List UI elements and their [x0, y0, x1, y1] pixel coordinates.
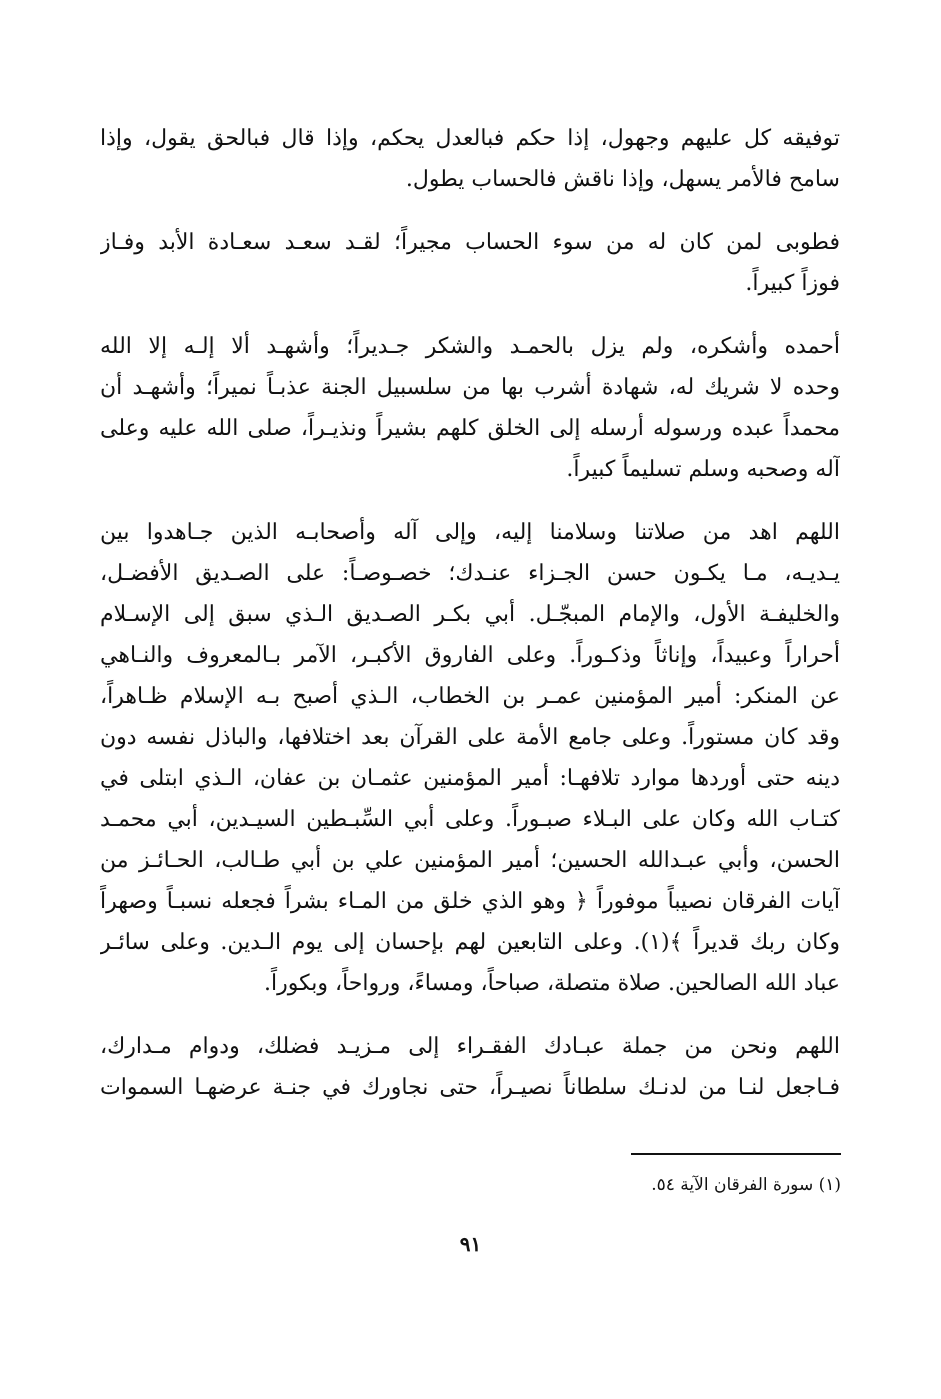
text-line: فطوبى لمن كان له من سوء الحساب مجيراً؛ لقـد سعـد سعـادة الأبد وفـاز — [100, 230, 840, 255]
text-line-quran-verse: وكان ربك قديراً ﴾(١). وعلى التابعين لهم بإحسان إلى يوم الـدين. وعلى سائـر — [100, 930, 840, 955]
text-line-quran-verse: آيات الفرقان نصيباً موفوراً ﴿ وهو الذي خلق من المـاء بشراً فجعله نسبـاً وصهراً — [100, 889, 840, 914]
text-line: الحسن، وأبي عبـدالله الحسين؛ أمير المؤمنين علي بن أبي طـالب، الحـائـز من — [100, 848, 840, 873]
text-line: فوزاً كبيراً. — [745, 271, 840, 296]
text-line: وقد كان مستوراً. وعلى جامع الأمة على القرآن بعد اختلافها، والباذل نفسه دون — [100, 725, 840, 750]
text-line: والخليفـة الأول، والإمام المبجّـل. أبي بكـر الصـديق الـذي سبق إلى الإسـلام — [100, 602, 840, 627]
text-line: وحده لا شريك له، شهادة أشرب بها من سلسبيل الجنة عذبـاً نميراً؛ وأشهـد أن — [100, 375, 840, 400]
text-line: عباد الله الصالحين. صلاة متصلة، صباحاً، ومساءً، ورواحاً، وبكوراً. — [264, 971, 840, 996]
paragraph-3 — [100, 326, 840, 490]
paragraph-5 — [100, 1026, 840, 1108]
text-line: أحمده وأشكره، ولم يزل بالحمـد والشكر جـديراً؛ وأشهـد ألا إلـه إلا الله — [100, 334, 840, 359]
paragraph-2 — [100, 222, 840, 304]
footnote: (١) سورة الفرقان الآية ٥٤. — [651, 1175, 841, 1195]
text-line: محمداً عبده ورسوله أرسله إلى الخلق كلهم بشيراً ونذيـراً، صلى الله عليه وعلى — [100, 416, 840, 441]
text-line: دينه حتى أوردها موارد تلافهـا: أمير المؤمنين عثمـان بن عفان، الـذي ابتلى في — [100, 766, 840, 791]
text-line: اللهم اهد من صلاتنا وسلامنا إليه، وإلى آله وأصحابـه الذين جـاهدوا بين — [100, 520, 840, 545]
text-line: توفيقه كل عليهم وجهول، إذا حكم فبالعدل يحكم، وإذا قال فبالحق يقول، وإذا — [100, 126, 840, 151]
text-line: سامح فالأمر يسهل، وإذا ناقش فالحساب يطول. — [405, 167, 840, 192]
text-line: أحراراً وعبيداً، وإناثاً وذكـوراً. وعلى الفاروق الأكبـر، الآمر بـالمعروف والنـاهي — [100, 643, 840, 668]
footnote-separator — [631, 1153, 841, 1155]
page-body — [100, 118, 840, 1130]
paragraph-1 — [100, 118, 840, 200]
text-line: كتـاب الله وكان على البـلاء صبـوراً. وعلى أبي السِّبـطين السيـدين، أبي محمـد — [100, 807, 840, 832]
text-line: يـديـه، مـا يكـون حسن الجـزاء عنـدك؛ خصـوصـاً: على الصـديق الأفضـل، — [100, 561, 840, 586]
text-line: اللهم ونحن من جملة عبـادك الفقـراء إلى مـزيـد فضلك، ودوام مـدارك، — [100, 1034, 840, 1059]
text-line: عن المنكر: أمير المؤمنين عمـر بن الخطاب، الـذي أصبح بـه الإسلام ظـاهراً، — [100, 684, 840, 709]
page-number: ٩١ — [459, 1232, 482, 1256]
text-line: آله وصحبه وسلم تسليماً كبيراً. — [566, 457, 840, 482]
paragraph-4 — [100, 512, 840, 1004]
text-line: فـاجعل لنـا من لدنـك سلطاناً نصيـراً، حتى نجاورك في جنـة عرضهـا السموات — [100, 1075, 840, 1100]
